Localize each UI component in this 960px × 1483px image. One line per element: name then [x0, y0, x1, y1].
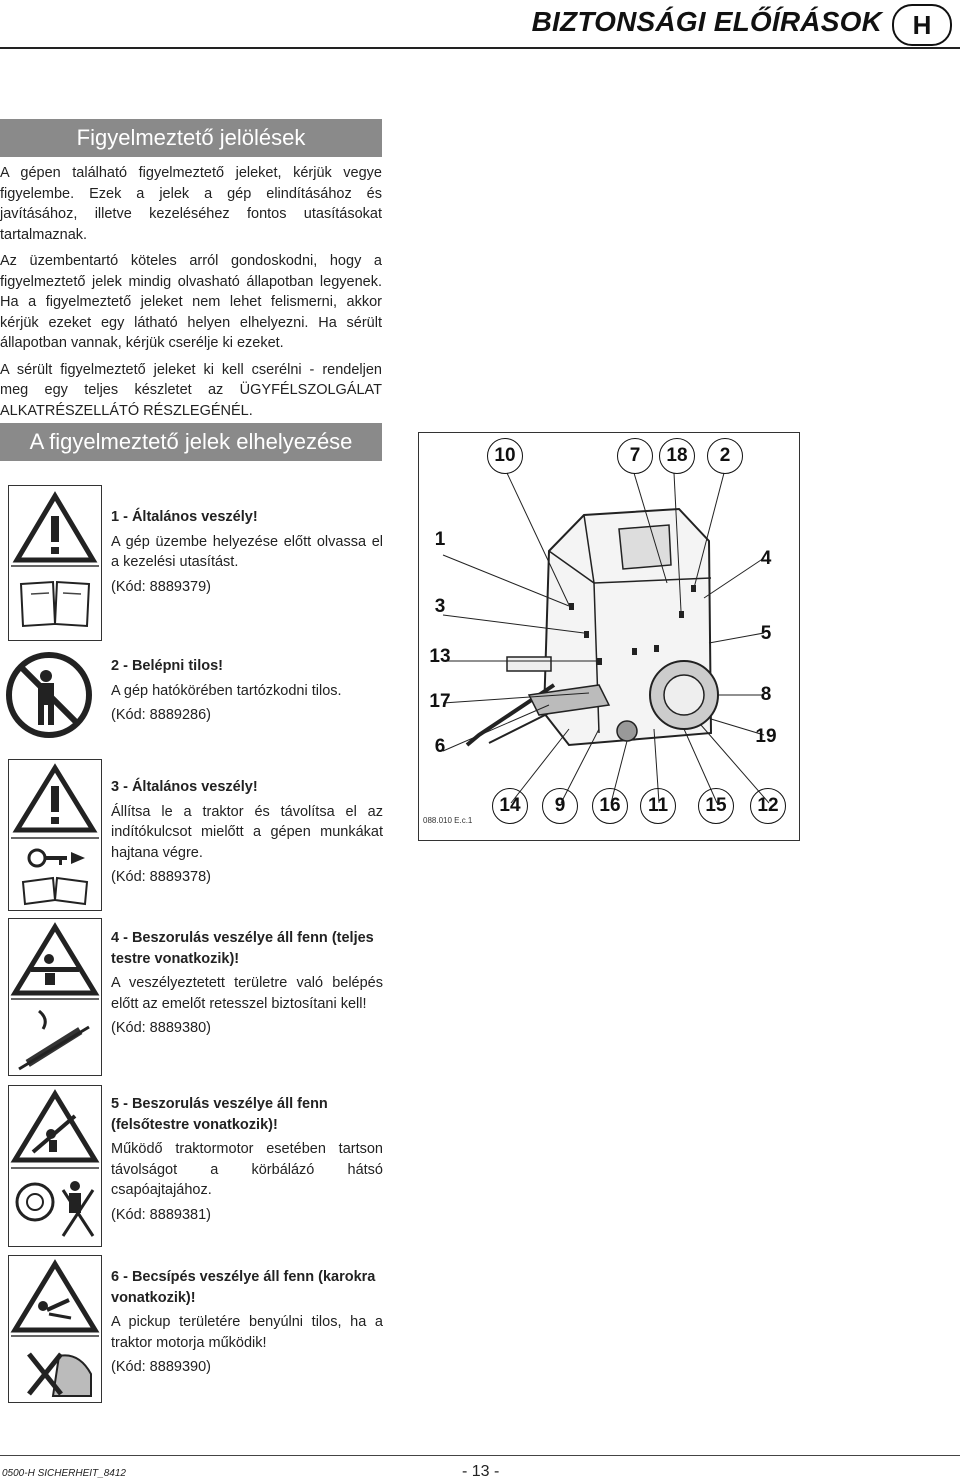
warning-sign-5	[8, 1085, 102, 1247]
diagram-label: 1	[434, 529, 446, 550]
diagram-label: 10	[487, 438, 523, 474]
arm-pinch-icon	[9, 1256, 101, 1402]
round-baler-drawing	[419, 433, 799, 840]
document-code: 0500-H SICHERHEIT_8412	[2, 1468, 126, 1479]
item-description: A veszélyeztetett területre való belépés előtt az emelőt retesszel biztosítani kell!	[111, 975, 383, 1012]
general-danger-icon	[9, 486, 101, 640]
page-title: BIZTONSÁGI ELŐÍRÁSOK	[531, 6, 882, 37]
intro-text	[0, 163, 382, 427]
diagram-label: 8	[760, 684, 772, 705]
warning-item-5	[111, 1094, 383, 1225]
item-description: A pickup területére benyúlni tilos, ha a traktor motorja működik!	[111, 1314, 383, 1351]
diagram-label: 14	[492, 788, 528, 824]
item-code: (Kód: 8889390)	[111, 1359, 211, 1375]
diagram-label: 2	[707, 438, 743, 474]
item-code: (Kód: 8889381)	[111, 1206, 211, 1223]
no-entry-icon	[4, 650, 94, 740]
general-danger-key-icon	[9, 760, 101, 910]
item-description: Működő traktormotor esetében tartson távolságot a körbálázó hátsó csapóajtajához.	[111, 1141, 383, 1198]
paragraph: A sérült figyelmeztető jeleket ki kell cserélni - rendeljen meg egy teljes készletet az ÜGYFÉLSZOLGÁLAT ALKATRÉSZELLÁTÓ RÉSZLEGÉNÉL.	[0, 361, 382, 419]
item-code: (Kód: 8889379)	[111, 578, 211, 595]
paragraph: A gépen található figyelmeztető jeleket, kérjük vegye figyelembe. Ezek a jelek a gép elindításához és javításához, illetve kezeléséhez fontos utasításokat tartalmaznak.	[0, 165, 382, 243]
item-code: (Kód: 8889378)	[111, 869, 211, 885]
footer-divider	[0, 1455, 960, 1456]
section-heading-label-placement: A figyelmeztető jelek elhelyezése	[0, 423, 382, 461]
diagram-label: 4	[760, 548, 772, 569]
warning-item-3	[111, 777, 383, 888]
warning-item-6	[111, 1267, 383, 1378]
warning-item-4	[111, 928, 383, 1039]
warning-item-1	[111, 507, 383, 597]
warning-sign-1	[8, 485, 102, 641]
page-number: - 13 -	[462, 1463, 500, 1480]
crushing-upper-body-icon	[9, 1086, 101, 1246]
item-title: 6 - Becsípés veszélye áll fenn (karokra vonatkozik)!	[111, 1269, 376, 1306]
item-title: 1 - Általános veszély!	[111, 509, 258, 525]
item-title: 3 - Általános veszély!	[111, 779, 258, 795]
item-description: A gép üzembe helyezése előtt olvassa el a kezelési utasítást.	[111, 533, 383, 570]
item-title: 2 - Belépni tilos!	[111, 658, 223, 674]
diagram-label: 5	[760, 623, 772, 644]
diagram-label: 12	[750, 788, 786, 824]
diagram-label: 19	[755, 726, 777, 747]
item-code: (Kód: 8889286)	[111, 707, 211, 723]
warning-sign-6	[8, 1255, 102, 1403]
diagram-label: 9	[542, 788, 578, 824]
item-title: 5 - Beszorulás veszélye áll fenn (felsőtestre vonatkozik)!	[111, 1096, 328, 1133]
diagram-label: 15	[698, 788, 734, 824]
diagram-label: 17	[429, 691, 451, 712]
language-badge: H	[892, 4, 952, 46]
header-divider	[0, 47, 960, 49]
diagram-label: 11	[640, 788, 676, 824]
diagram-label: 6	[434, 736, 446, 757]
baler-label-placement-diagram	[418, 432, 800, 841]
diagram-label: 7	[617, 438, 653, 474]
diagram-label: 16	[592, 788, 628, 824]
warning-sign-4	[8, 918, 102, 1076]
crushing-body-icon	[9, 919, 101, 1075]
item-title: 4 - Beszorulás veszélye áll fenn (teljes testre vonatkozik)!	[111, 930, 374, 967]
warning-sign-3	[8, 759, 102, 911]
warning-item-2	[111, 656, 383, 726]
diagram-label: 18	[659, 438, 695, 474]
diagram-label: 13	[429, 646, 451, 667]
diagram-label: 3	[434, 596, 446, 617]
section-heading-warning-labels: Figyelmeztető jelölések	[0, 119, 382, 157]
item-code: (Kód: 8889380)	[111, 1020, 211, 1036]
paragraph: Az üzembentartó köteles arról gondoskodni, hogy a figyelmeztető jelek mindig olvasható állapotban legyenek. Ha a figyelmeztető jeleket nem lehet felismerni, akkor kérjük ezeket egy látható helyen elhelyezni. Ha sérült állapotban vannak, kérjük cserélje ki ezeket.	[0, 253, 382, 351]
diagram-reference: 088.010 E.c.1	[423, 816, 473, 825]
item-description: A gép hatókörében tartózkodni tilos.	[111, 682, 342, 699]
item-description: Állítsa le a traktor és távolítsa el az indítókulcsot mielőtt a gépen munkákat hajtana végre.	[111, 803, 383, 861]
